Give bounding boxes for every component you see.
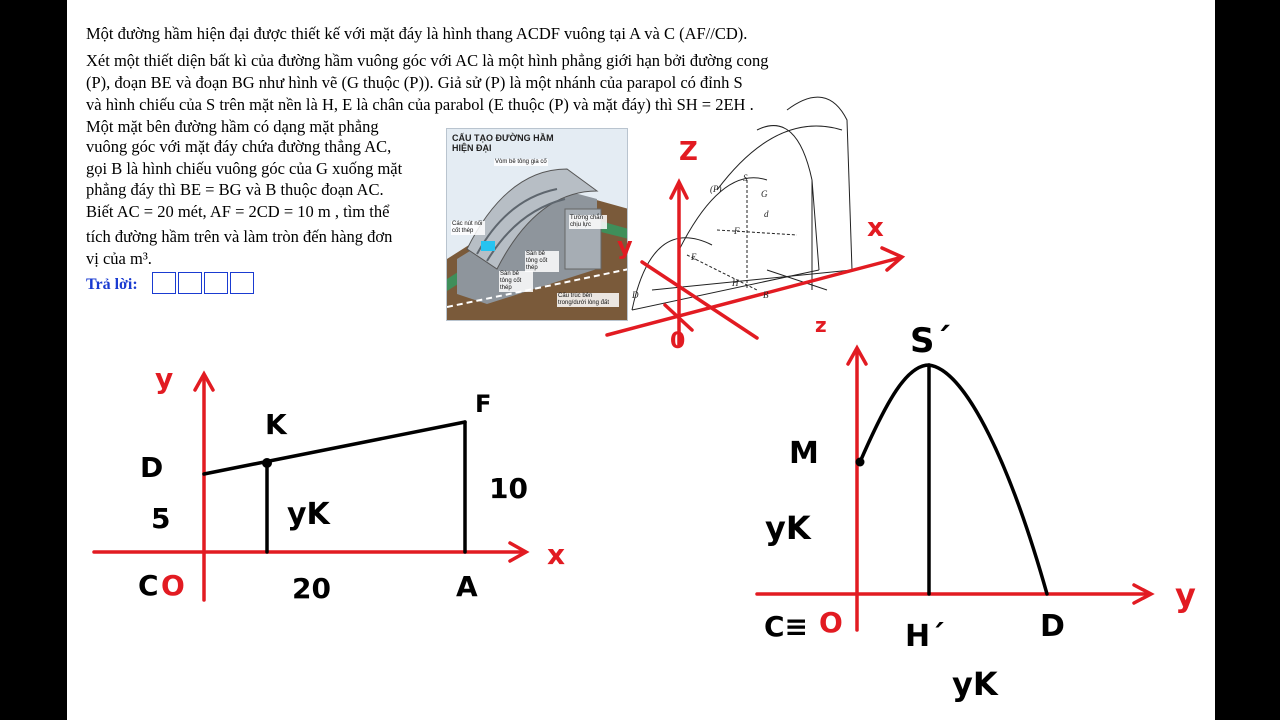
label-h-3d: H	[732, 278, 739, 288]
axis-x-3d-arrow	[882, 248, 902, 270]
axis-label-x-trapezoid: x	[547, 538, 566, 571]
axis-x-3d	[607, 258, 899, 335]
axis-z-parabola-arrow	[848, 348, 866, 364]
axis-label-z-parabola: z	[815, 313, 827, 337]
label-vom: Vòm bê tông gia cố	[495, 159, 547, 165]
label-san-2: Sàn bê tông cốt thép	[499, 271, 533, 292]
label-cau: Cấu trúc bên trong/dưới lòng đất	[557, 293, 619, 307]
axis-label-z-3d: Z	[679, 137, 698, 167]
label-yk-bottom: yK	[952, 665, 998, 703]
tunnel-curve-p	[679, 178, 767, 250]
problem-line-1: Một đường hầm hiện đại được thiết kế với mặt đáy là hình thang ACDF vuông tại A và C (AF//CD).	[86, 24, 748, 43]
label-o-parabola: O	[819, 606, 843, 639]
axis-label-origin-3d: 0	[670, 329, 686, 354]
label-yk-left: yK	[765, 509, 811, 547]
label-m: M	[789, 436, 819, 471]
label-d-upper-3d: D	[632, 290, 639, 300]
problem-left-line-5: Biết AC = 20 mét, AF = 2CD = 10 m , tìm thể	[86, 202, 390, 221]
tunnel-curve-mid	[717, 126, 842, 190]
label-a: A	[456, 570, 478, 603]
dashed-line	[687, 255, 757, 290]
label-h-parabola: H´	[905, 619, 946, 654]
axis-label-y-trapezoid: y	[155, 362, 174, 395]
lecture-board	[67, 0, 1215, 720]
label-o-trapezoid: O	[161, 569, 185, 602]
label-p-3d: (P)	[710, 184, 722, 194]
label-f-3d: F	[734, 226, 740, 236]
answer-box[interactable]	[204, 272, 228, 294]
illustration-title: CẤU TẠO ĐƯỜNG HẦM HIỆN ĐẠI	[452, 133, 554, 153]
label-yk-trapezoid: yK	[287, 497, 330, 532]
point-m	[856, 458, 865, 467]
problem-left-line-6: tích đường hầm trên và làm tròn đến hàng đơn	[86, 227, 393, 246]
problem-line-4: và hình chiếu của S trên mặt nền là H, E là chân của parabol (E thuộc (P) và mặt đáy) thì SH = 2EH .	[86, 95, 754, 114]
problem-left-line-7: vị của m³.	[86, 249, 152, 268]
problem-left-line-2: vuông góc với mặt đáy chứa đường thẳng AC,	[86, 137, 392, 156]
problem-line-2: Xét một thiết diện bất kì của đường hầm vuông góc với AC là một hình phẳng giới hạn bởi đường cong	[86, 51, 769, 70]
tunnel-illustration	[446, 128, 628, 321]
label-san-1: Sàn bê tông cốt thép	[525, 251, 559, 272]
label-k: K	[265, 408, 287, 441]
answer-label: Trả lời:	[86, 276, 138, 293]
label-tuong: Tường chắn chịu lực	[569, 215, 607, 229]
axis-label-y-parabola: y	[1175, 576, 1196, 614]
value-af: 10	[489, 472, 528, 505]
problem-left-line-4: phẳng đáy thì BE = BG và B thuộc đoạn AC.	[86, 180, 384, 199]
axis-label-x-3d: x	[867, 213, 884, 243]
label-f-trapezoid: F	[475, 390, 492, 418]
label-b-3d: B	[763, 290, 769, 300]
answer-box[interactable]	[152, 272, 176, 294]
label-d-3d: d	[764, 209, 769, 219]
parabola-curve	[860, 365, 1047, 594]
answer-box[interactable]	[230, 272, 254, 294]
problem-left-line-3: gọi B là hình chiếu vuông góc của G xuống mặt	[86, 159, 403, 178]
problem-left-line-1: Một mặt bên đường hầm có dạng mặt phẳng	[86, 117, 379, 136]
label-c-parabola: C≡	[764, 610, 809, 643]
label-s-3d: S	[743, 173, 748, 183]
answer-boxes	[152, 272, 256, 294]
point-k	[262, 458, 272, 468]
axis-x-arrow	[510, 543, 526, 561]
segment-df	[204, 422, 465, 474]
problem-line-3: (P), đoạn BE và đoạn BG như hình vẽ (G thuộc (P)). Giả sử (P) là một nhánh của parapol có đỉnh S	[86, 73, 743, 92]
label-s-parabola: S´	[910, 321, 952, 361]
axis-y-arrow	[195, 374, 213, 390]
axis-tick-3d	[665, 305, 692, 330]
dashed-cross	[717, 230, 797, 235]
tunnel-curve-back	[787, 97, 852, 270]
axis-z-3d-arrow	[671, 182, 687, 198]
base-edge-front	[632, 270, 819, 310]
value-cd: 5	[151, 502, 171, 535]
label-nut: Các nút nối cốt thép	[451, 221, 485, 235]
base-edge-back	[652, 270, 852, 290]
label-g-3d: G	[761, 189, 768, 199]
label-e-3d: E	[691, 252, 697, 262]
axis-y-3d	[642, 262, 757, 338]
tunnel-curve-front	[632, 238, 712, 310]
axis-y-parabola-arrow	[1134, 585, 1151, 603]
axis-label-y-3d: y	[617, 232, 633, 260]
label-c-trapezoid: C	[138, 569, 159, 602]
label-d-parabola: D	[1040, 609, 1065, 644]
value-ac: 20	[292, 572, 331, 605]
segment-hb	[767, 270, 827, 290]
label-d-trapezoid: D	[140, 451, 164, 484]
steel-node	[481, 241, 495, 251]
tunnel-curve-s	[757, 126, 819, 270]
answer-box[interactable]	[178, 272, 202, 294]
